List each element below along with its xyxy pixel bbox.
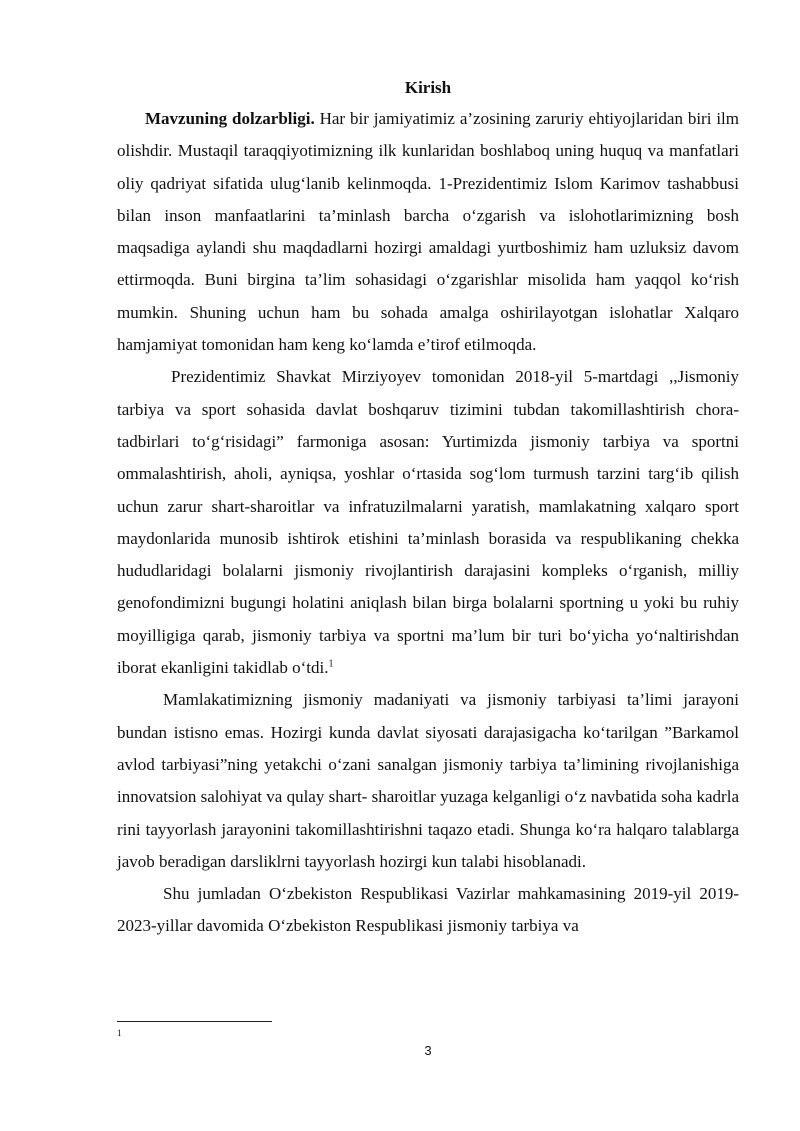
- footnote-divider: [117, 1021, 272, 1022]
- footnote-number: 1: [117, 1028, 122, 1038]
- page-title: Kirish: [404, 78, 452, 97]
- paragraph-lead: Mavzuning dolzarbligi.: [145, 109, 315, 128]
- page-number: 3: [424, 1043, 432, 1058]
- paragraph-text: Mamlakatimizning jismoniy madaniyati va jismoniy tarbiyasi ta’limi jarayoni bundan istisno emas. Hozirgi kunda davlat siyosati darajasigacha ko‘tarilgan ”Barkamol avlod tarbiyasi”ning yetakchi o‘zani sanalgan jismoniy tarbiya ta’limining rivojlanishiga innovatsion salohiyat va qulay shart- sharoitlar yuzaga kelganligi o‘z navbatida soha kadrla rini tayyorlash jarayonini takomillashtirishni taqazo etadi. Shunga ko‘ra halqaro talablarga javob beradigan darsliklrni tayyorlash hozirgi kun talabi hisoblanadi.: [117, 690, 739, 871]
- paragraph-text: Shu jumladan O‘zbekiston Respublikasi Vazirlar mahkamasining 2019-yil 2019-2023-yillar davomida O‘zbekiston Respublikasi jismoniy tarbiya va: [117, 884, 739, 936]
- paragraph-text: Har bir jamiyatimiz a’zosining zaruriy ehtiyojlaridan biri ilm olishdir. Mustaqil taraqqiyotimizning ilk kunlaridan boshlaboq uning huquq va manfatlari oliy qadriyat sifatida ulug‘lanib kelinmoqda. 1-Prezidentimiz Islom Karimov tashabbusi bilan inson manfaatlarini ta’minlash barcha o‘zgarish va islohotlarimizning bosh maqsadiga aylandi shu maqdadlarni hozirgi amaldagi yurtboshimiz ham uzluksiz davom ettirmoqda. Buni birgina ta’lim sohasidagi o‘zgarishlar misolida ham yaqqol ko‘rish mumkin. Shuning uchun ham bu sohada amalga oshirilayotgan islohatlar Xalqaro hamjamiyat tomonidan ham keng ko‘lamda e’tirof etilmoqda.: [117, 109, 739, 355]
- paragraph-physical-culture: [117, 684, 739, 878]
- paragraph-text: Prezidentimiz Shavkat Mirziyoyev tomonidan 2018-yil 5-martdagi ,,Jismoniy tarbiya va sport sohasida davlat boshqaruv tizimini tubdan takomillashtirish chora-tadbirlari to‘g‘risidagi” farmoniga asosan: Yurtimizda jismoniy tarbiya va sportni ommalashtirish, aholi, ayniqsa, yoshlar o‘rtasida sog‘lom turmush tarzini targ‘ib qilish uchun zarur shart-sharoitlar va infratuzilmalarni yaratish, mamlakatning xalqaro sport maydonlarida munosib ishtirok etishini ta’minlash borasida va respublikaning chekka hududlaridagi bolalarni jismoniy rivojlantirish darajasini kompleks o‘rganish, milliy genofondimizni bugungi holatini aniqlash bilan birga bolalarni sportning u yoki bu ruhiy moyilligiga qarab, jismoniy tarbiya va sportni ma’lum bir turi bo‘yicha yo‘naltirishdan iborat ekanligini takidlab o‘tdi.: [117, 367, 739, 678]
- paragraph-decree: [117, 361, 739, 684]
- paragraph-cabinet: [117, 878, 739, 943]
- footnote-reference[interactable]: 1: [328, 658, 334, 670]
- document-body: [117, 103, 739, 943]
- paragraph-relevance: [117, 103, 739, 361]
